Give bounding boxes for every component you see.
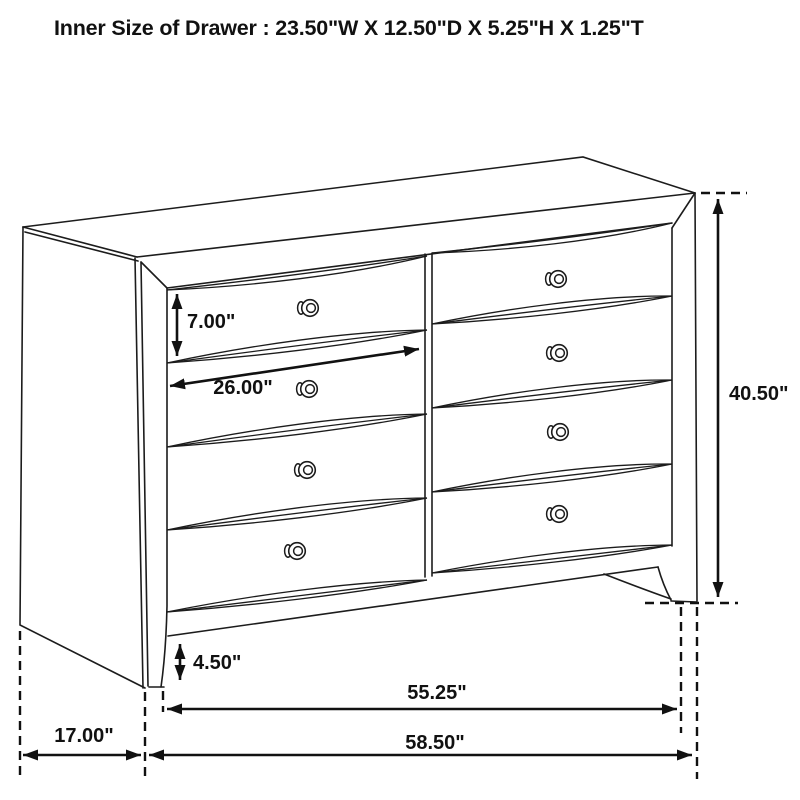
left-drawer-edge-foot bbox=[161, 288, 167, 687]
dimension-overall-height bbox=[645, 193, 789, 603]
crown-bevel-edge bbox=[167, 223, 672, 288]
drawer-knob bbox=[546, 271, 567, 288]
drawer-front-curve bbox=[432, 464, 672, 492]
side-panel-edge bbox=[20, 227, 145, 688]
drawer-knob bbox=[548, 424, 569, 441]
dimension-base-height bbox=[180, 644, 241, 680]
diagram-title: Inner Size of Drawer : 23.50"W X 12.50"D X 5.25"H X 1.25"T bbox=[54, 16, 644, 40]
drawer-front-curves bbox=[167, 223, 672, 612]
drawer-front-curve bbox=[432, 380, 672, 408]
drawer-front-curve bbox=[167, 580, 427, 612]
drawer-front-curve bbox=[432, 545, 672, 573]
right-outer-edge bbox=[695, 193, 697, 601]
drawer-height-label: 7.00" bbox=[187, 311, 236, 333]
drawer-knob bbox=[547, 506, 568, 523]
drawer-front-curve bbox=[167, 330, 427, 363]
drawer-front-curve bbox=[167, 414, 427, 447]
drawer-knob bbox=[547, 345, 568, 362]
dimension-side-depth bbox=[20, 631, 141, 777]
overall-width-label: 58.50" bbox=[405, 732, 465, 754]
drawer-knob bbox=[297, 381, 318, 398]
drawer-front-curve bbox=[167, 256, 427, 290]
bottom-rail-edge bbox=[168, 567, 658, 636]
top-left-edge-under bbox=[25, 232, 138, 261]
base-height-label: 4.50" bbox=[193, 652, 242, 674]
top-left-edge bbox=[23, 227, 137, 257]
overall-height-label: 40.50" bbox=[729, 383, 789, 405]
drawer-knob bbox=[295, 462, 316, 479]
drawer-front-curve bbox=[432, 296, 672, 324]
drawer-width-label: 26.00" bbox=[213, 377, 273, 399]
inner-width-label: 55.25" bbox=[407, 682, 467, 704]
crown-left-corner bbox=[141, 262, 167, 288]
dimension-drawer-height bbox=[177, 294, 235, 356]
drawer-knob bbox=[285, 543, 306, 560]
top-back-edge bbox=[23, 157, 695, 227]
drawer-front-curve bbox=[167, 498, 427, 530]
drawer-knob bbox=[298, 300, 319, 317]
drawer-front-curve bbox=[167, 256, 427, 290]
crown-right-corner bbox=[672, 193, 695, 228]
drawer-knobs bbox=[285, 271, 569, 560]
dimension-drawer-width bbox=[170, 349, 419, 399]
side-depth-label: 17.00" bbox=[54, 725, 114, 747]
